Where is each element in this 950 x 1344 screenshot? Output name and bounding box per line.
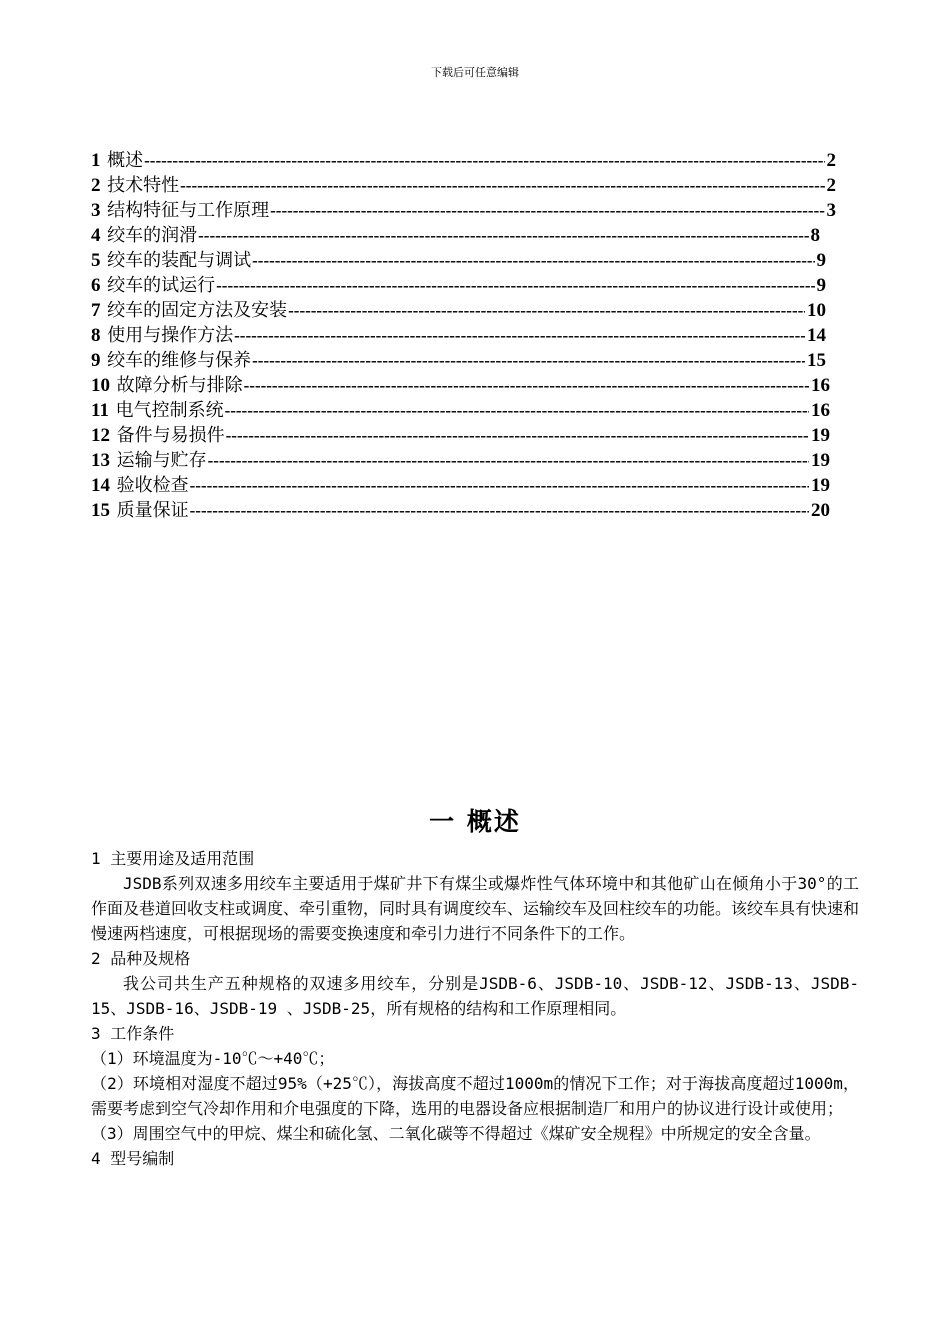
toc-entry[interactable] — [91, 248, 826, 273]
toc-entry[interactable] — [91, 473, 830, 498]
subheading: 4 型号编制 — [91, 1149, 175, 1168]
toc-entry[interactable] — [91, 173, 836, 198]
toc-leader — [190, 473, 809, 498]
subheading: 2 品种及规格 — [91, 949, 191, 968]
toc-page: 14 — [807, 325, 826, 346]
toc-title: 技术特性 — [107, 175, 180, 196]
paragraph: 我公司共生产五种规格的双速多用绞车，分别是JSDB-6、JSDB-10、JSDB-12、JSDB-13、JSDB-15、JSDB-16、JSDB-19 、JSDB-25，所有规格的结构和工作原理相同。 — [91, 974, 859, 1018]
toc-page: 9 — [816, 275, 826, 296]
toc-page: 15 — [807, 350, 826, 371]
toc-title: 绞车的维修与保养 — [107, 350, 252, 371]
subheading: 1 主要用途及适用范围 — [91, 849, 255, 868]
toc-title: 备件与易损件 — [116, 425, 225, 446]
toc-page: 2 — [826, 150, 836, 171]
toc-leader — [144, 148, 824, 173]
table-of-contents — [91, 148, 836, 523]
toc-entry[interactable] — [91, 423, 830, 448]
condition-item: （3）周围空气中的甲烷、煤尘和硫化氢、二氧化碳等不得超过《煤矿安全规程》中所规定的安全含量。 — [91, 1124, 821, 1143]
toc-number: 12 — [91, 425, 110, 446]
toc-title: 运输与贮存 — [116, 450, 207, 471]
toc-entry[interactable] — [91, 398, 830, 423]
toc-entry[interactable] — [91, 448, 830, 473]
toc-entry[interactable] — [91, 323, 826, 348]
section-body — [91, 846, 859, 1171]
toc-number: 6 — [91, 275, 101, 296]
paragraph: JSDB系列双速多用绞车主要适用于煤矿井下有煤尘或爆炸性气体环境中和其他矿山在倾角小于30°的工作面及巷道回收支柱或调度、牵引重物，同时具有调度绞车、运输绞车及回柱绞车的功能。该绞车具有快速和慢速两档速度，可根据现场的需要变换速度和牵引力进行不同条件下的工作。 — [91, 874, 860, 943]
toc-entry[interactable] — [91, 198, 836, 223]
toc-entry[interactable] — [91, 498, 830, 523]
toc-title: 故障分析与排除 — [116, 375, 243, 396]
toc-title: 绞车的固定方法及安装 — [107, 300, 288, 321]
toc-number: 9 — [91, 350, 101, 371]
toc-leader — [244, 373, 809, 398]
toc-entry[interactable] — [91, 148, 836, 173]
toc-page: 9 — [816, 250, 826, 271]
subheading: 3 工作条件 — [91, 1024, 175, 1043]
toc-page: 16 — [811, 375, 830, 396]
toc-title: 验收检查 — [116, 475, 189, 496]
toc-entry[interactable] — [91, 298, 826, 323]
toc-page: 10 — [807, 300, 826, 321]
toc-number: 11 — [91, 400, 109, 421]
toc-number: 4 — [91, 225, 101, 246]
toc-page: 19 — [811, 450, 830, 471]
toc-title: 概述 — [107, 150, 144, 171]
toc-number: 7 — [91, 300, 101, 321]
toc-page: 3 — [826, 200, 836, 221]
page-header: 下载后可任意编辑 — [431, 66, 519, 79]
toc-leader — [288, 298, 805, 323]
toc-leader — [234, 323, 805, 348]
toc-leader — [226, 423, 809, 448]
section-title: 一 概述 — [429, 807, 521, 836]
toc-page: 2 — [826, 175, 836, 196]
toc-page: 19 — [811, 475, 830, 496]
toc-title: 结构特征与工作原理 — [107, 200, 270, 221]
toc-number: 3 — [91, 200, 101, 221]
toc-number: 14 — [91, 475, 110, 496]
toc-entry[interactable] — [91, 373, 830, 398]
condition-item: （2）环境相对湿度不超过95%（+25℃），海拔高度不超过1000m的情况下工作；对于海拔高度超过1000m，需要考虑到空气冷却作用和介电强度的下降，选用的电器设备应根据制造厂和用户的协议进行设计或使用； — [91, 1074, 859, 1118]
toc-page: 16 — [811, 400, 830, 421]
toc-page: 8 — [810, 225, 820, 246]
toc-leader — [270, 198, 824, 223]
toc-entry[interactable] — [91, 348, 826, 373]
toc-number: 15 — [91, 500, 110, 521]
toc-leader — [180, 173, 824, 198]
toc-title: 质量保证 — [116, 500, 189, 521]
toc-entry[interactable] — [91, 223, 820, 248]
toc-leader — [216, 273, 814, 298]
toc-page: 20 — [811, 500, 830, 521]
toc-title: 使用与操作方法 — [107, 325, 234, 346]
toc-number: 10 — [91, 375, 110, 396]
toc-leader — [252, 248, 814, 273]
toc-leader — [252, 348, 805, 373]
toc-number: 2 — [91, 175, 101, 196]
toc-title: 绞车的试运行 — [107, 275, 216, 296]
toc-leader — [190, 498, 809, 523]
toc-number: 13 — [91, 450, 110, 471]
toc-title: 电气控制系统 — [115, 400, 224, 421]
toc-leader — [225, 398, 809, 423]
toc-title: 绞车的装配与调试 — [107, 250, 252, 271]
toc-title: 绞车的润滑 — [107, 225, 198, 246]
toc-number: 5 — [91, 250, 101, 271]
toc-leader — [208, 448, 809, 473]
toc-entry[interactable] — [91, 273, 826, 298]
toc-number: 1 — [91, 150, 101, 171]
condition-item: （1）环境温度为-10℃～+40℃； — [91, 1049, 335, 1068]
toc-number: 8 — [91, 325, 101, 346]
toc-leader — [198, 223, 808, 248]
toc-page: 19 — [811, 425, 830, 446]
